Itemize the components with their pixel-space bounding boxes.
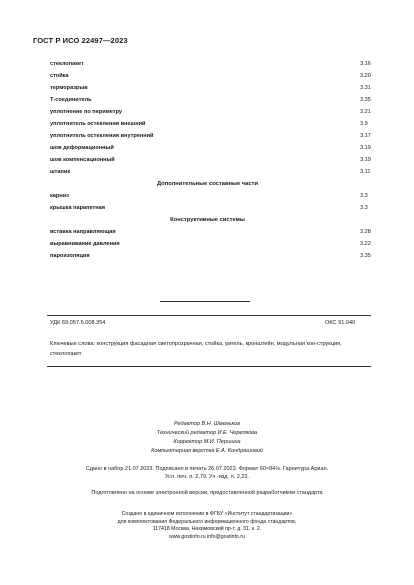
print-line-1: Сдано в набор 21.07.2023. Подписано в печать 26.07.2023. Формат 60×84⅛. Гарнитура Ариал. [85, 466, 329, 472]
index-term: уплотнитель остекления внешний [50, 121, 146, 127]
index-row [50, 58, 371, 70]
index-term: шов деформационный [50, 145, 114, 151]
index-row [50, 94, 371, 106]
index-row [50, 250, 371, 262]
editor-credit: Редактор В.Н. Шмельков [174, 421, 240, 427]
index-term: Т-соединитель [50, 97, 92, 103]
index-term: вставка направляющая [50, 229, 116, 235]
tech-editor-credit: Технический редактор И.Е. Черепкова [156, 430, 258, 436]
index-term: уплотнитель остекления внутренний [50, 133, 154, 139]
index-ref: 3.20 [360, 73, 371, 79]
oks-code: ОКС 91.040 [325, 320, 356, 326]
index-term: шов компенсационный [50, 157, 115, 163]
index-row [50, 238, 371, 250]
index-row [50, 142, 371, 154]
index-ref: 3.17 [360, 133, 371, 139]
end-rule [160, 301, 250, 302]
index-ref: 3.9 [360, 121, 368, 127]
corrector-credit: Корректор М.И. Першина [173, 439, 241, 445]
section-heading-systems: Конструктивные системы [170, 217, 245, 223]
divider-bottom [47, 366, 371, 367]
index-ref: 3.21 [360, 109, 371, 115]
index-term: стойка [50, 73, 69, 79]
index-ref: 3.35 [360, 97, 371, 103]
index-row [50, 106, 371, 118]
index-row [50, 70, 371, 82]
page-header: ГОСТ Р ИСО 22497—2023 [33, 36, 128, 45]
publisher-line-1: Создано в единичном исполнении в ФГБУ «Институт стандартизации» [121, 511, 293, 517]
index-ref: 3.19 [360, 157, 371, 163]
index-ref: 3.16 [360, 61, 371, 67]
index-row [50, 202, 368, 214]
index-term: уплотнение по периметру [50, 109, 123, 115]
term-index [50, 58, 371, 262]
index-group-systems [50, 226, 371, 262]
layout-credit: Компьютерная верстка Е.А. Кондрашовой [151, 448, 263, 454]
index-group-main [50, 58, 371, 178]
index-ref: 3.35 [360, 253, 371, 259]
index-term: карниз [50, 193, 69, 199]
index-row [50, 130, 371, 142]
divider-top [47, 315, 371, 316]
index-ref: 3.22 [360, 241, 371, 247]
udc-code: УДК 69.057.5.008.354 [50, 320, 106, 326]
index-term: стеклопакет [50, 61, 84, 67]
index-row [50, 154, 371, 166]
index-group-additional [50, 190, 368, 214]
index-row [50, 82, 371, 94]
publisher-line-3: 117418 Москва, Нахимовский пр-т, д. 31, к. 2. [152, 526, 262, 533]
publisher-info [0, 511, 414, 541]
print-details [0, 465, 414, 481]
index-ref: 3.28 [360, 229, 371, 235]
index-row [50, 190, 368, 202]
index-term: пароизоляция [50, 253, 90, 259]
index-term: терморазрыв [50, 85, 88, 91]
section-heading-additional: Дополнительные составные части [156, 181, 259, 187]
index-ref: 3.3 [360, 205, 368, 211]
keywords: Ключевые слова: конструкция фасадная светопрозрачная, стойка, ригель, кронштейн, модульная кон-струкция, стеклопакет [50, 341, 342, 357]
index-term: выравнивание давления [50, 241, 120, 247]
index-term: штапик [50, 169, 71, 175]
index-term: крышка парапетная [50, 205, 106, 211]
index-row [50, 166, 371, 178]
prepared-note: Подготовлено на основе электронной версии, предоставленной разработчиком стандарта [91, 490, 323, 496]
index-ref: 3.19 [360, 145, 371, 151]
publisher-line-4: www.gostinfo.ru info@gostinfo.ru [169, 533, 245, 540]
index-ref: 3.31 [360, 85, 371, 91]
index-row [50, 118, 368, 130]
print-line-2: Усл. печ. л. 2,79. Уч.-изд. л. 2,23. [165, 474, 249, 480]
index-row [50, 226, 371, 238]
index-ref: 3.3 [360, 193, 368, 199]
editorial-credits [0, 420, 414, 456]
index-ref: 3.11 [360, 169, 371, 175]
publisher-line-2: для комплектования Федерального информационного фонда стандартов, [117, 518, 297, 525]
